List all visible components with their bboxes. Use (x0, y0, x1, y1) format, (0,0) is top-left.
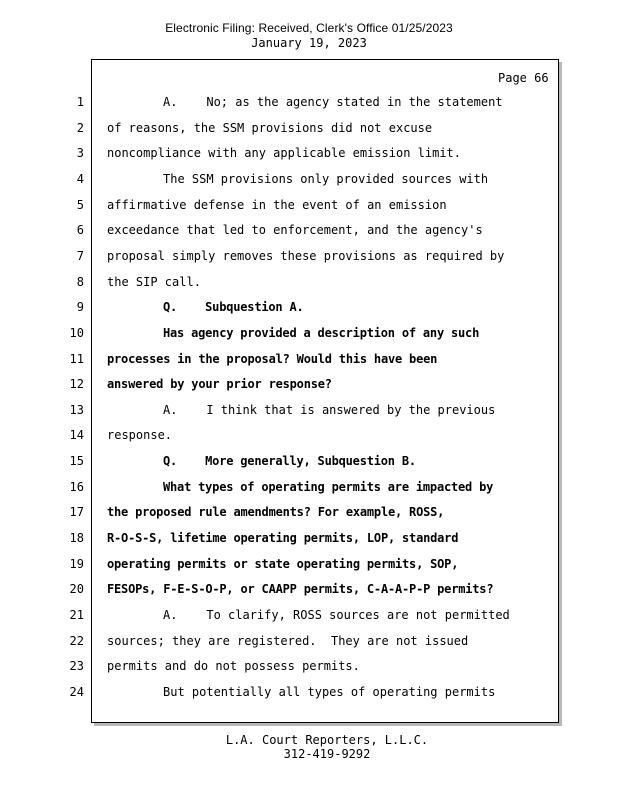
transcript-line (0, 146, 560, 164)
line-text: A. I think that is answered by the previous (163, 402, 496, 417)
transcript-line (0, 454, 560, 472)
line-number: 15 (69, 454, 84, 469)
transcript-line (0, 223, 560, 241)
line-text: Q. More generally, Subquestion B. (163, 454, 416, 469)
line-number: 21 (69, 608, 84, 622)
line-text: R-O-S-S, lifetime operating permits, LOP, standard (107, 531, 459, 546)
line-text: The SSM provisions only provided sources with (163, 171, 489, 186)
line-number: 13 (69, 402, 84, 417)
line-text: sources; they are registered. They are not issued (107, 633, 469, 648)
filing-stamp: Electronic Filing: Received, Clerk's Office 01/25/2023 (165, 21, 453, 35)
line-number: 18 (69, 531, 84, 546)
transcript-line (0, 377, 560, 395)
transcript-line (0, 172, 560, 190)
line-number: 10 (69, 325, 84, 340)
transcript-line (0, 198, 560, 216)
transcript-line (0, 249, 560, 267)
transcript-line (0, 531, 560, 549)
line-text: affirmative defense in the event of an emission (107, 197, 447, 212)
line-number: 4 (76, 171, 84, 186)
reporter-phone: 312-419-9292 (283, 747, 371, 761)
transcript-line (0, 403, 560, 421)
line-number: 2 (76, 120, 84, 135)
line-text: processes in the proposal? Would this have been (107, 351, 438, 366)
line-text: A. No; as the agency stated in the statement (163, 95, 503, 109)
transcript-line (0, 685, 560, 703)
line-text: A. To clarify, ROSS sources are not permitted (163, 608, 510, 622)
line-number: 20 (69, 582, 84, 597)
line-number: 22 (69, 633, 84, 648)
line-number: 12 (69, 377, 84, 392)
line-text: proposal simply removes these provisions as required by (107, 248, 505, 263)
transcript-line (0, 352, 560, 370)
line-number: 7 (76, 248, 84, 263)
line-number: 3 (76, 146, 84, 161)
transcript-line (0, 505, 560, 523)
line-text: response. (107, 428, 173, 443)
line-number: 9 (76, 300, 84, 315)
transcript-line (0, 608, 560, 626)
line-text: FESOPs, F-E-S-O-P, or CAAPP permits, C-A-A-P-P permits? (107, 582, 494, 597)
transcript-line (0, 480, 560, 498)
reporter-company: L.A. Court Reporters, L.L.C. (225, 733, 429, 747)
line-text: the SIP call. (107, 274, 201, 289)
line-number: 17 (69, 505, 84, 520)
line-text: Q. Subquestion A. (163, 300, 304, 315)
line-text: the proposed rule amendments? For example, ROSS, (107, 505, 445, 520)
transcript-line (0, 300, 560, 318)
line-number: 14 (69, 428, 84, 443)
line-text: of reasons, the SSM provisions did not excuse (107, 120, 433, 135)
line-number: 8 (76, 274, 84, 289)
line-number: 11 (69, 351, 84, 366)
line-number: 5 (76, 197, 84, 212)
line-number: 1 (76, 95, 84, 109)
transcript-line (0, 121, 560, 139)
line-number: 23 (69, 659, 84, 674)
line-text: permits and do not possess permits. (107, 659, 360, 674)
line-text: Has agency provided a description of any such (163, 325, 480, 340)
transcript-line (0, 634, 560, 652)
transcript-line (0, 428, 560, 446)
line-text: operating permits or state operating permits, SOP, (107, 556, 459, 571)
line-number: 24 (69, 684, 84, 699)
transcript-line (0, 95, 560, 113)
line-text: What types of operating permits are impacted by (163, 479, 494, 494)
line-text: noncompliance with any applicable emission limit. (107, 146, 462, 161)
line-text: exceedance that led to enforcement, and the agency's (107, 223, 483, 238)
transcript-line (0, 557, 560, 575)
line-number: 16 (69, 479, 84, 494)
line-number: 19 (69, 556, 84, 571)
transcript-line (0, 582, 560, 600)
page-number: Page 66 (498, 71, 549, 85)
line-text: But potentially all types of operating permits (163, 684, 496, 699)
line-text: answered by your prior response? (107, 377, 332, 392)
transcript-date: January 19, 2023 (251, 36, 367, 50)
line-number: 6 (76, 223, 84, 238)
transcript-line (0, 275, 560, 293)
transcript-line (0, 326, 560, 344)
transcript-line (0, 659, 560, 677)
